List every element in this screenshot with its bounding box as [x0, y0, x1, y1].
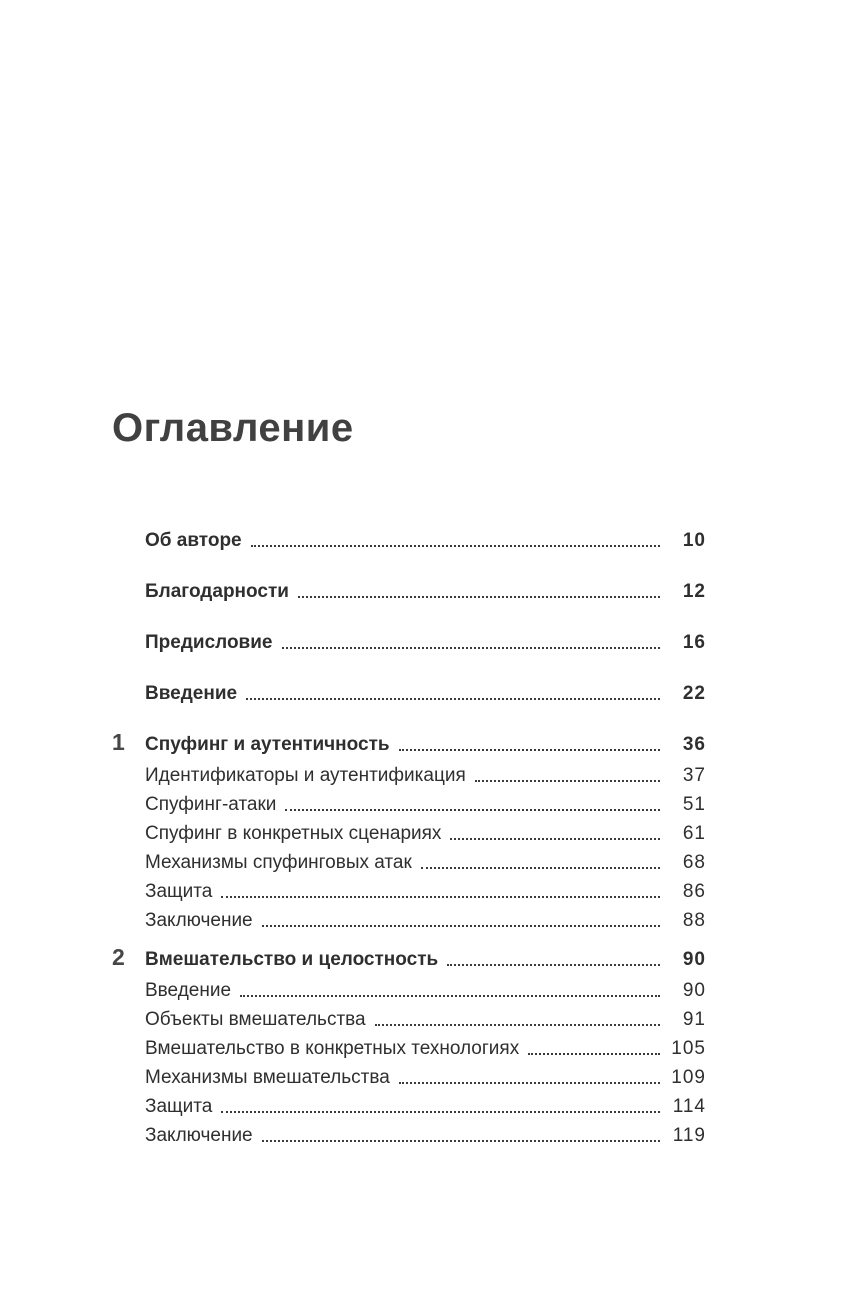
chapter-heading-entry	[112, 729, 706, 756]
toc-list	[112, 530, 706, 1147]
toc-entry	[145, 1125, 706, 1147]
toc-entry-label: Заключение	[145, 1125, 253, 1146]
toc-entry-label: Заключение	[145, 910, 253, 931]
toc-entry-page-number: 90	[682, 980, 706, 1001]
dotted-leader	[221, 1111, 660, 1113]
toc-entry-label: Об авторе	[145, 530, 242, 551]
toc-entry-label: Вмешательство в конкретных технологиях	[145, 1038, 520, 1059]
toc-entry-page-number: 68	[682, 852, 706, 873]
toc-entry-label: Введение	[145, 980, 232, 1001]
chapters-section	[112, 729, 706, 1147]
toc-entry-label: Спуфинг-атаки	[145, 794, 277, 815]
front-matter-section	[145, 530, 706, 705]
toc-entry	[145, 765, 706, 787]
toc-entry-label: Благодарности	[145, 581, 289, 602]
toc-entry-label: Введение	[145, 683, 238, 704]
dotted-leader	[246, 698, 660, 700]
toc-entry	[145, 1096, 706, 1118]
toc-entry-page-number: 119	[672, 1125, 706, 1146]
chapter-number: 2	[112, 944, 125, 970]
dotted-leader	[399, 1082, 660, 1084]
chapter-block	[112, 944, 706, 1147]
toc-entry-page-number: 37	[682, 765, 706, 786]
toc-entry-label: Защита	[145, 1096, 213, 1117]
dotted-leader	[282, 647, 661, 649]
toc-entry-page-number: 61	[682, 823, 706, 844]
toc-entry	[145, 1009, 706, 1031]
toc-entry-page-number: 105	[671, 1038, 706, 1059]
toc-entry-page-number: 114	[672, 1096, 706, 1117]
dotted-leader	[221, 896, 660, 898]
dotted-leader	[447, 964, 660, 966]
chapter-heading-entry	[112, 944, 706, 971]
toc-entry-label: Спуфинг и аутентичность	[145, 734, 390, 755]
toc-entry-page-number: 12	[682, 581, 706, 602]
toc-entry-label: Идентификаторы и аутентификация	[145, 765, 466, 786]
toc-entry-page-number: 36	[682, 734, 706, 755]
toc-entry	[145, 794, 706, 816]
toc-entry	[145, 1067, 706, 1089]
toc-entry-label: Механизмы спуфинговых атак	[145, 852, 412, 873]
toc-entry-page-number: 91	[682, 1009, 706, 1030]
toc-entry-label: Механизмы вмешательства	[145, 1067, 390, 1088]
toc-entry	[145, 980, 706, 1002]
toc-entry-label: Защита	[145, 881, 213, 902]
toc-entry	[145, 881, 706, 903]
chapter-number: 1	[112, 729, 125, 755]
toc-entry	[145, 1038, 706, 1060]
dotted-leader	[421, 867, 660, 869]
toc-entry	[145, 910, 706, 932]
dotted-leader	[240, 995, 660, 997]
dotted-leader	[262, 925, 660, 927]
toc-entry-page-number: 86	[682, 881, 706, 902]
dotted-leader	[375, 1024, 660, 1026]
toc-entry-page-number: 88	[682, 910, 706, 931]
toc-entry-page-number: 51	[682, 794, 706, 815]
toc-entry-label: Вмешательство и целостность	[145, 949, 439, 970]
toc-entry-page-number: 90	[682, 949, 706, 970]
toc-entry-page-number: 109	[671, 1067, 706, 1088]
dotted-leader	[285, 809, 660, 811]
chapter-block	[112, 729, 706, 932]
toc-entry	[145, 683, 706, 705]
toc-entry	[145, 823, 706, 845]
toc-entry	[145, 530, 706, 552]
page-title: Оглавление	[112, 406, 354, 450]
dotted-leader	[298, 596, 660, 598]
dotted-leader	[475, 780, 660, 782]
toc-entry-page-number: 22	[682, 683, 706, 704]
dotted-leader	[262, 1140, 660, 1142]
toc-entry-page-number: 10	[682, 530, 706, 551]
toc-entry	[145, 581, 706, 603]
toc-entry-label: Спуфинг в конкретных сценариях	[145, 823, 442, 844]
toc-entry-label: Предисловие	[145, 632, 273, 653]
dotted-leader	[399, 749, 660, 751]
dotted-leader	[251, 545, 660, 547]
toc-entry-label: Объекты вмешательства	[145, 1009, 366, 1030]
toc-entry	[145, 852, 706, 874]
dotted-leader	[450, 838, 660, 840]
toc-entry	[145, 632, 706, 654]
toc-entry-page-number: 16	[682, 632, 706, 653]
dotted-leader	[528, 1053, 660, 1055]
